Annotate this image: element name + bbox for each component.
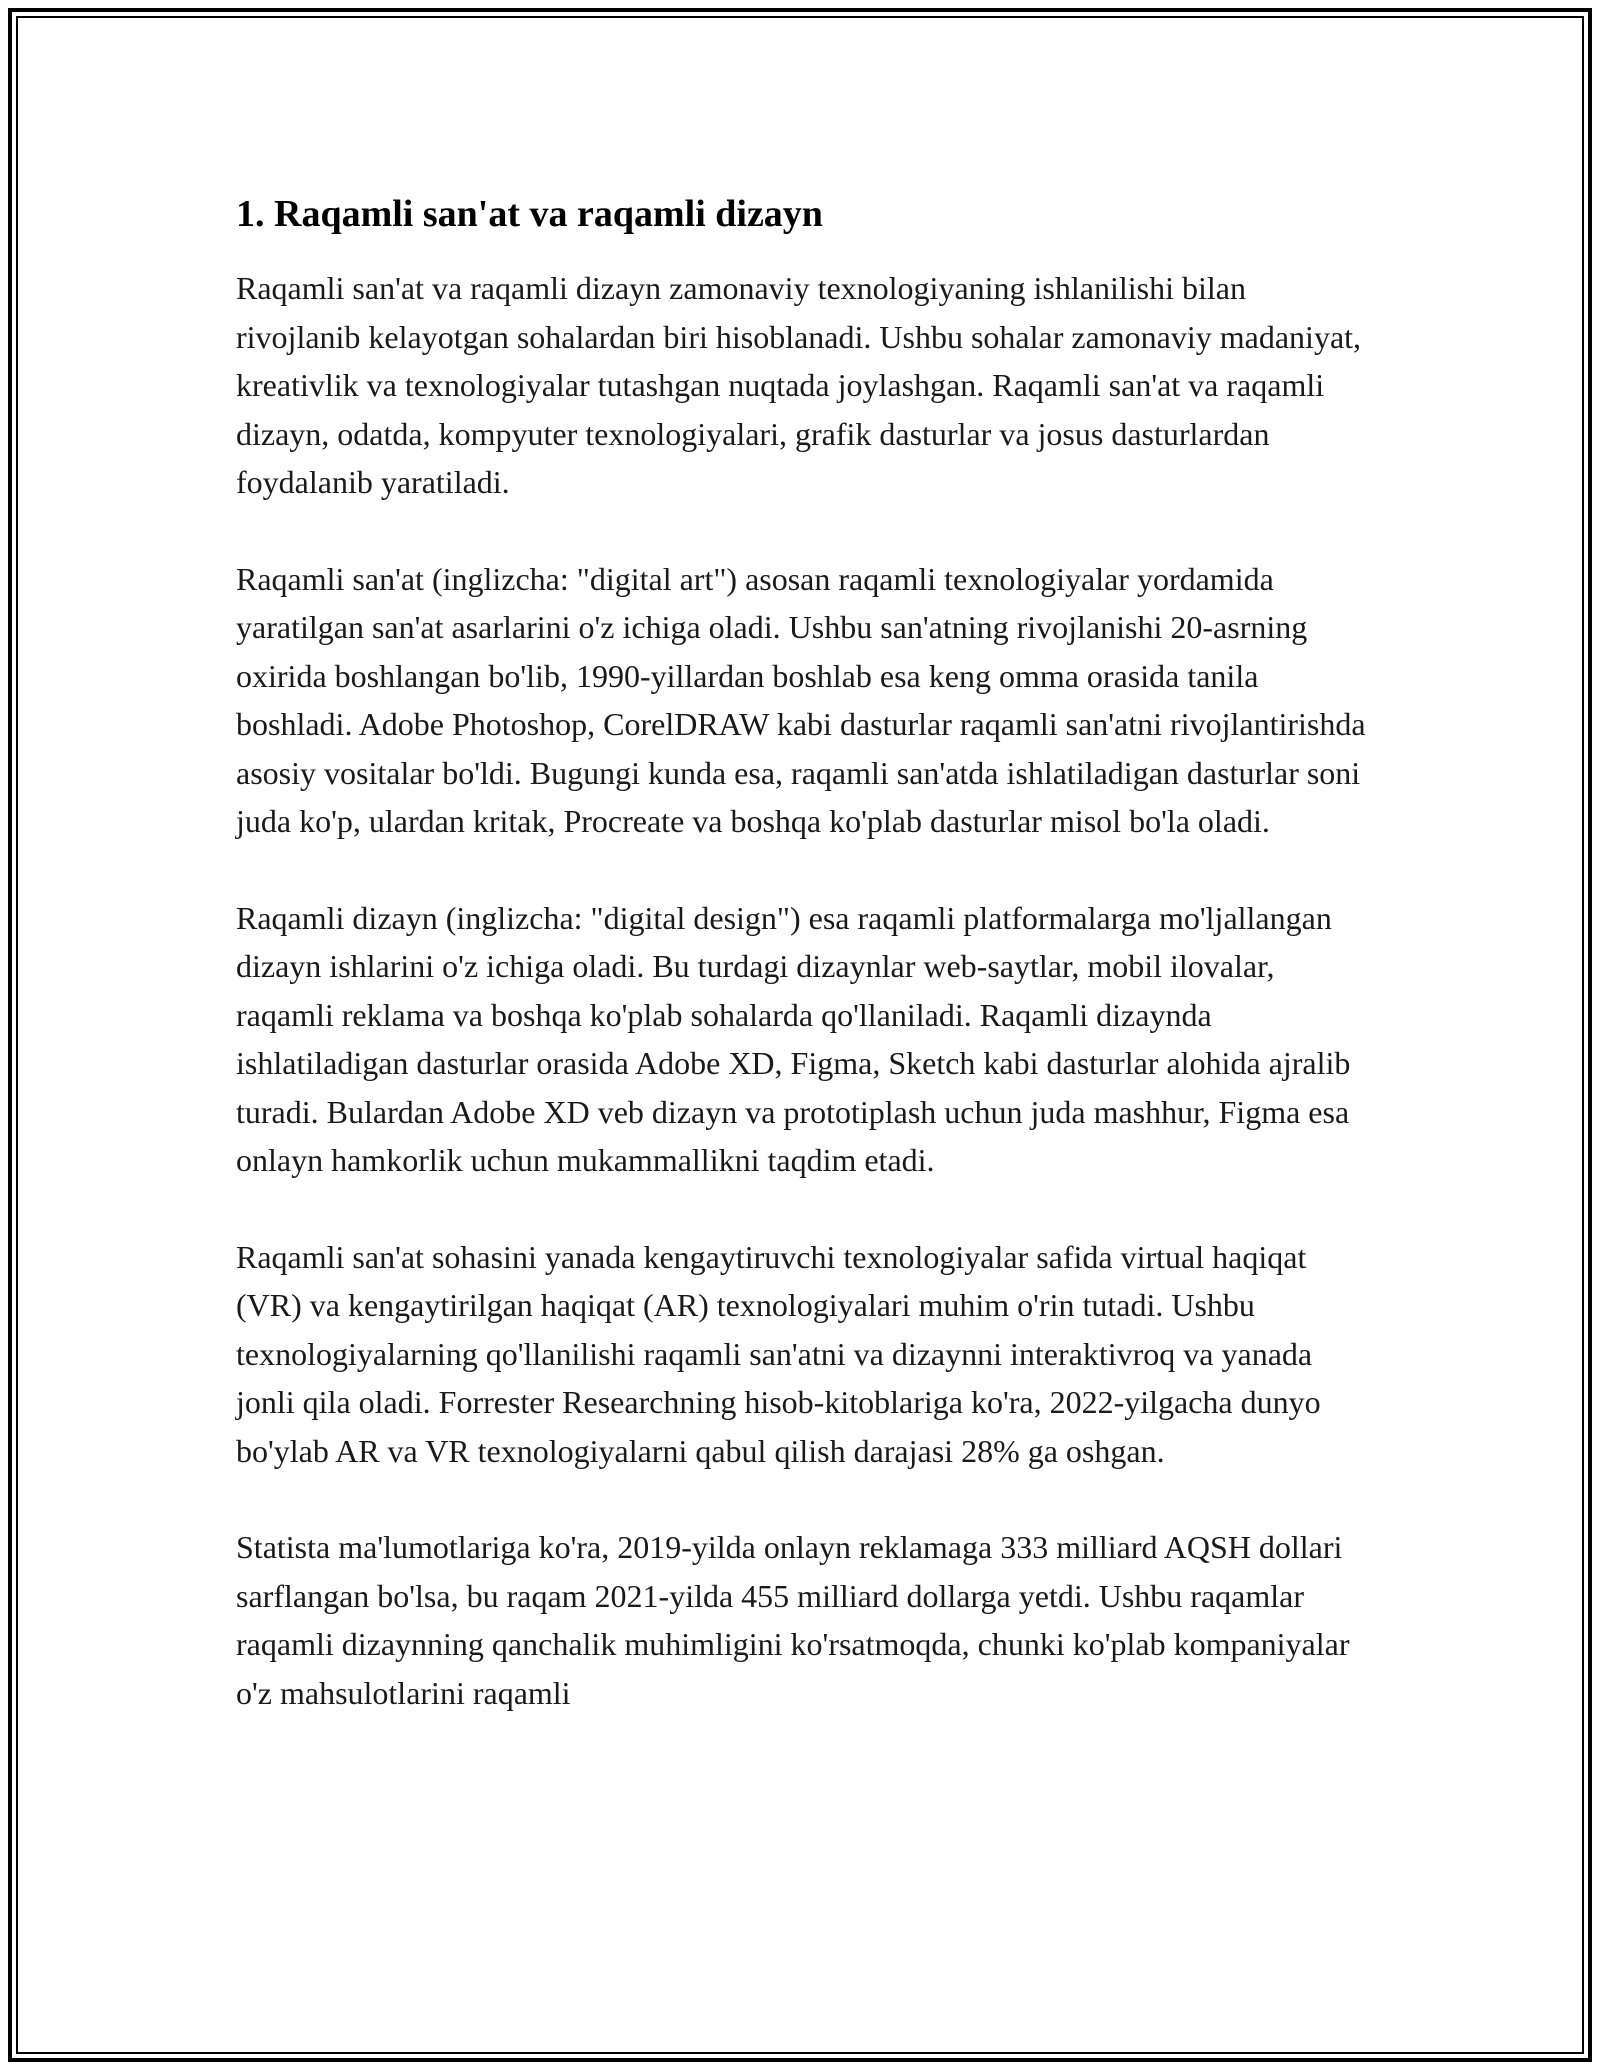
document-body: [236, 186, 1368, 1765]
paragraph-vr-ar: Raqamli san'at sohasini yanada kengaytiruvchi texnologiyalar safida virtual haqiqat (VR) va kengaytirilgan haqiqat (AR) texnologiyalari muhim o'rin tutadi. Ushbu texnologiyalarning qo'llanilishi raqamli san'atni va dizaynni interaktivroq va yanada jonli qila oladi. Forrester Researchning hisob-kitoblariga ko'ra, 2022-yilgacha dunyo bo'ylab AR va VR texnologiyalarni qabul qilish darajasi 28% ga oshgan.: [236, 1238, 1321, 1469]
paragraph-digital-design: Raqamli dizayn (inglizcha: "digital design") esa raqamli platformalarga mo'ljallangan dizayn ishlarini o'z ichiga oladi. Bu turdagi dizaynlar web-saytlar, mobil ilovalar, raqamli reklama va boshqa ko'plab sohalarda qo'llaniladi. Raqamli dizaynda ishlatiladigan dasturlar orasida Adobe XD, Figma, Sketch kabi dasturlar alohida ajralib turadi. Bulardan Adobe XD veb dizayn va prototiplash uchun juda mashhur, Figma esa onlayn hamkorlik uchun mukammallikni taqdim etadi.: [236, 899, 1351, 1178]
section-title: 1. Raqamli san'at va raqamli dizayn: [236, 193, 823, 235]
paragraph-statistics: Statista ma'lumotlariga ko'ra, 2019-yilda onlayn reklamaga 333 milliard AQSH dollari sarflangan bo'lsa, bu raqam 2021-yilda 455 milliard dollarga yetdi. Ushbu raqamlar raqamli dizaynning qanchalik muhimligini ko'rsatmoqda, chunki ko'plab kompaniyalar o'z mahsulotlarini raqamli: [236, 1529, 1350, 1711]
paragraph-intro: Raqamli san'at va raqamli dizayn zamonaviy texnologiyaning ishlanilishi bilan rivojlanib kelayotgan sohalardan biri hisoblanadi. Ushbu sohalar zamonaviy madaniyat, kreativlik va texnologiyalar tutashgan nuqtada joylashgan. Raqamli san'at va raqamli dizayn, odatda, kompyuter texnologiyalari, grafik dasturlar va josus dasturlardan foydalanib yaratiladi.: [236, 270, 1362, 500]
paragraph-digital-art: Raqamli san'at (inglizcha: "digital art") asosan raqamli texnologiyalar yordamida yaratilgan san'at asarlarini o'z ichiga oladi. Ushbu san'atning rivojlanishi 20-asrning oxirida boshlangan bo'lib, 1990-yillardan boshlab esa keng omma orasida tanila boshladi. Adobe Photoshop, CorelDRAW kabi dasturlar raqamli san'atni rivojlantirishda asosiy vositalar bo'ldi. Bugungi kunda esa, raqamli san'atda ishlatiladigan dasturlar soni juda ko'p, ulardan kritak, Procreate va boshqa ko'plab dasturlar misol bo'la oladi.: [236, 560, 1366, 839]
